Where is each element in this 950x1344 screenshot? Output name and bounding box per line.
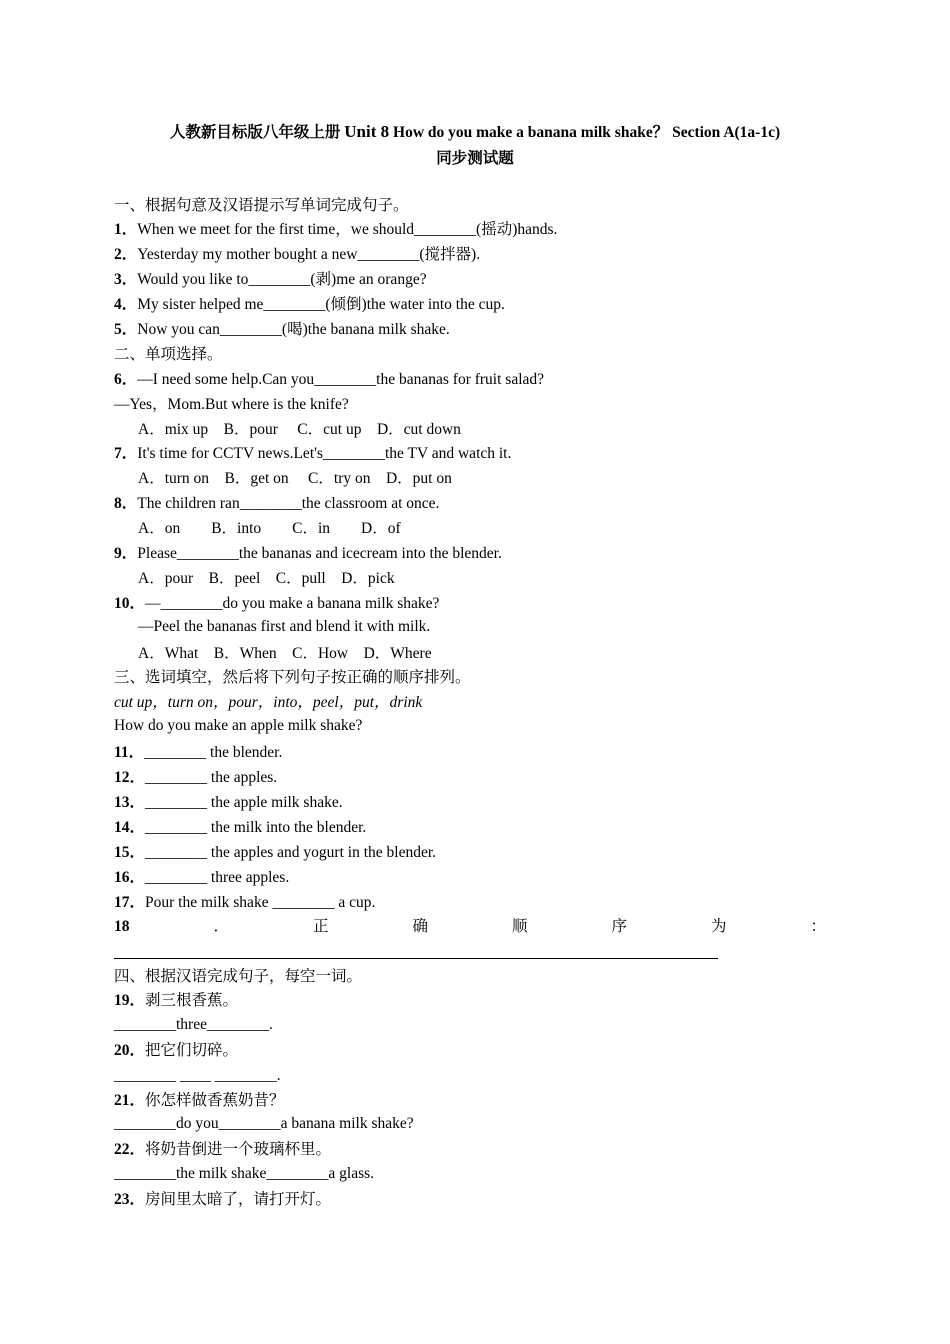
section-question: How do you make an apple milk shake? [114,717,363,734]
document-title [0,120,950,142]
answer-line [114,958,718,959]
question-7: 7．It's time for CCTV news.Let's________the TV and watch it. [114,445,512,462]
question-15: 15．________ the apples and yogurt in the blender. [114,844,437,861]
question-7-options: A．turn on B．get on C．try on D．put on [138,470,452,487]
question-4: 4．My sister helped me________(倾倒)the water into the cup. [114,296,505,313]
document-subtitle: 同步测试题 [436,150,514,167]
question-23: 23．房间里太暗了，请打开灯。 [114,1191,332,1208]
question-21-blank: ________do you________a banana milk shake? [114,1115,414,1132]
question-3: 3．Would you like to________(剥)me an orange? [114,271,427,288]
question-22-blank: ________the milk shake________a glass. [114,1165,375,1182]
question-10-reply: —Peel the bananas first and blend it with milk. [138,618,431,635]
question-11: 11．________ the blender. [114,744,283,761]
question-19-blank: ________three________. [114,1016,273,1033]
question-19: 19．剥三根香蕉。 [114,992,239,1009]
question-13: 13．________ the apple milk shake. [114,794,343,811]
title-suffix: How do you make a banana milk shake？ Section A(1a-1c) [389,124,781,141]
question-6: 6．—I need some help.Can you________the bananas for fruit salad? [114,371,545,388]
title-unit: Unit 8 [344,122,390,141]
question-5: 5．Now you can________(喝)the banana milk shake. [114,321,450,338]
question-1: 1．When we meet for the first time，we should________(摇动)hands. [114,221,558,238]
question-21: 21．你怎样做香蕉奶昔？ [114,1092,285,1109]
question-9: 9．Please________the bananas and icecream into the blender. [114,545,502,562]
section-heading: 三、选词填空，然后将下列句子按正确的顺序排列。 [114,669,471,686]
question-10: 10．—________do you make a banana milk shake? [114,595,440,612]
question-8: 8．The children ran________the classroom at once. [114,495,440,512]
question-6-options: A．mix up B．pour C．cut up D．cut down [138,421,461,438]
title-prefix: 人教新目标版八年级上册 [169,124,345,141]
question-2: 2．Yesterday my mother bought a new________(搅拌器). [114,246,481,263]
section-heading: 四、根据汉语完成句子，每空一词。 [114,968,363,985]
question-22: 22．将奶昔倒进一个玻璃杯里。 [114,1141,332,1158]
question-6-reply: —Yes，Mom.But where is the knife? [114,396,349,413]
question-18: 18 ． 正 确 顺 序 为 ： [114,918,826,935]
section-heading: 一、根据句意及汉语提示写单词完成句子。 [114,197,409,214]
question-14: 14．________ the milk into the blender. [114,819,367,836]
question-12: 12．________ the apples. [114,769,278,786]
question-10-options: A．What B．When C．How D．Where [138,645,432,662]
question-17: 17．Pour the milk shake ________ a cup. [114,894,376,911]
question-9-options: A．pour B．peel C．pull D．pick [138,570,395,587]
question-20-blank: ________ ____ ________. [114,1067,281,1084]
question-20: 20．把它们切碎。 [114,1042,239,1059]
section-heading: 二、单项选择。 [114,346,223,363]
question-16: 16．________ three apples. [114,869,290,886]
word-bank: cut up，turn on，pour，into，peel，put，drink [114,694,423,711]
question-8-options: A．on B．into C．in D．of [138,520,401,537]
